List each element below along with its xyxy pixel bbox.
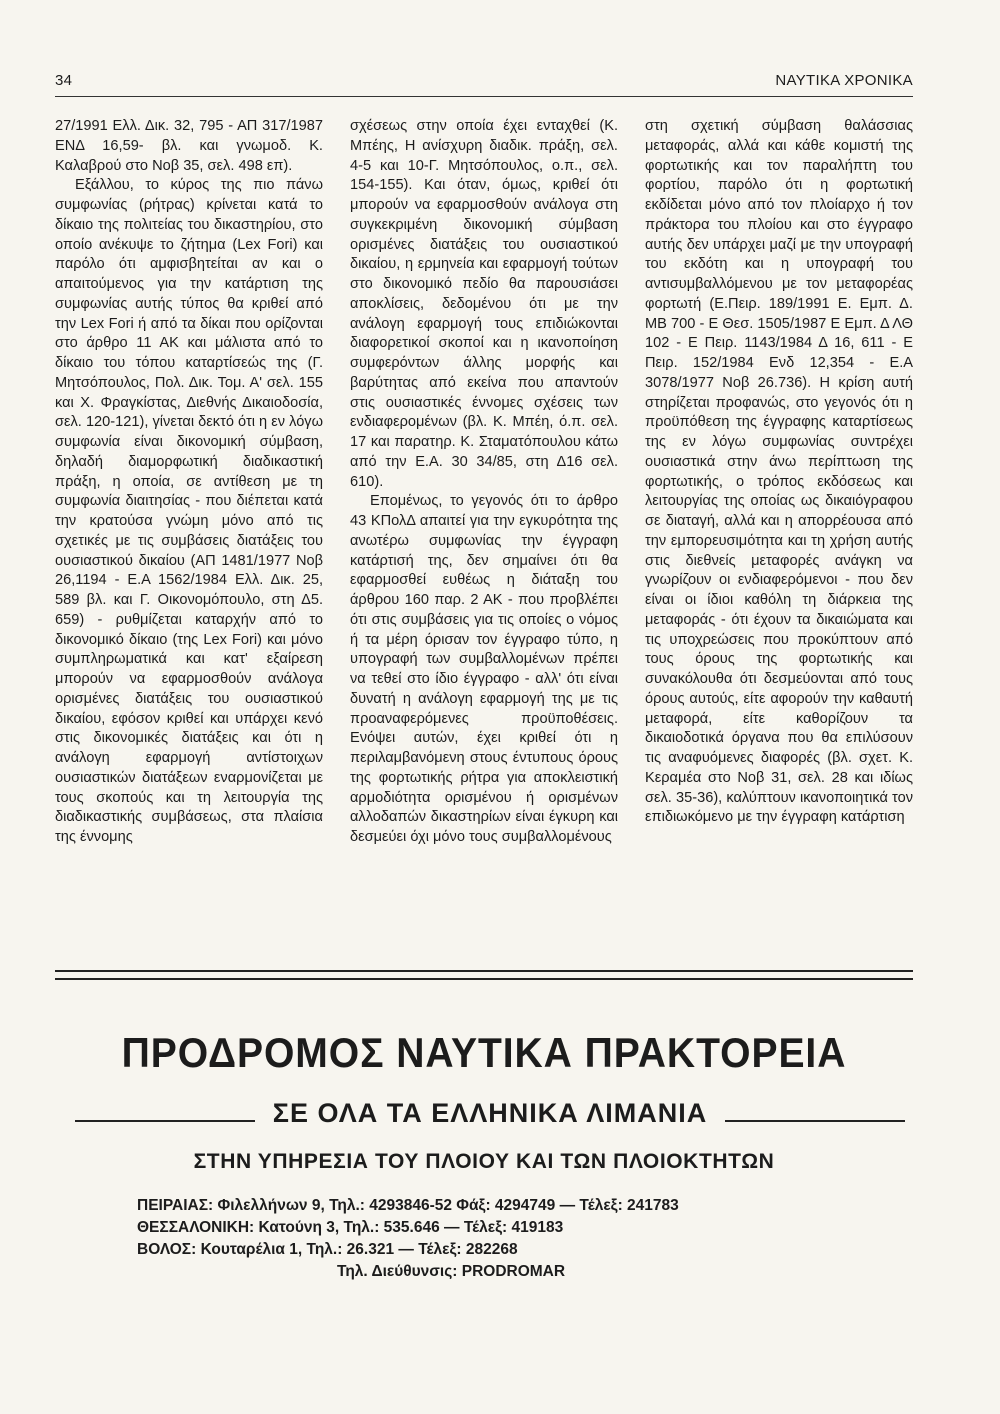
contact-piraeus: ΠΕΙΡΑΙΑΣ: Φιλελλήνων 9, Τηλ.: 4293846-52 Φάξ: 4294749 — Τέλεξ: 241783 xyxy=(137,1197,679,1214)
page-number: 34 xyxy=(55,72,73,89)
ad-subtitle: ΣΕ ΟΛΑ ΤΑ ΕΛΛΗΝΙΚΑ ΛΙΜΑΝΙΑ xyxy=(272,1098,708,1128)
publication-title: ΝΑΥΤΙΚΑ ΧΡΟΝΙΚΑ xyxy=(775,72,913,89)
contact-volos: ΒΟΛΟΣ: Κουταρέλια 1, Τηλ.: 26.321 — Τέλεξ: 282268 xyxy=(137,1241,518,1258)
article-column-3 xyxy=(645,117,913,955)
ad-service-line: ΣΤΗΝ ΥΠΗΡΕΣΙΑ ΤΟΥ ΠΛΟΙΟΥ ΚΑΙ ΤΩΝ ΠΛΟΙΟΚΤΗΤΩΝ xyxy=(193,1150,775,1173)
paragraph: 27/1991 Ελλ. Δικ. 32, 795 - ΑΠ 317/1987 ΕΝΔ 16,59- βλ. και γνωμοδ. Κ. Καλαβρού στο Νοβ 35, σελ. 498 επ). xyxy=(55,118,323,174)
page-header xyxy=(55,72,913,89)
cable-address: Τηλ. Διεύθυνσις: PRODROMAR xyxy=(337,1263,566,1280)
header-rule xyxy=(55,96,913,97)
article-body xyxy=(55,117,913,955)
paragraph: Εξάλλου, το κύρος της πιο πάνω συμφωνίας (ρήτρας) κρίνεται κατά το δίκαιο της πολιτείας του δικαστηρίου, στο οποίο ανέκυψε το ζήτημα (Lex Fori) και παρόλο ότι αμφισβητείται αν και ο απαιτούμενος για την κατάρτιση της συμφωνίας αυτής τύπος θα κριθεί από την Lex Fori ή από τα δίκαι που ορίζονται στο άρθρο 11 ΑΚ και μάλιστα από το δίκαιο του τόπου καταρτίσεώς της (Γ. Μητσόπουλος, Πολ. Δικ. Τομ. Α' σελ. 155 και Χ. Φραγκίστας, Διεθνής Δικαιοδοσία, σελ. 120-121), γίνεται δεκτό ότι η εν λόγω συμφωνία είναι δικονομική σύμβαση, δηλαδή διαμορφωτική διαδικαστική πράξη, η οποία, σε αντίθεση με τη συμφωνία διαιτησίας - που διέπεται κατά την κρατούσα γνώμη μόνο από τις σχετικές με τις συμβάσεις διατάξεις του ουσιαστικού δικαίου (ΑΠ 1481/1977 Νοβ 26,1194 - Ε.Α 1562/1984 Ελλ. Δικ. 25, 589 βλ. και Γ. Οικονομόπουλο, στη Δ5. 659) - ρυθμίζεται καταρχήν από το δικονομικό δίκαιο (της Lex Fori) και μόνο συμπληρωματικά και κατ' εξαίρεση μπορούν να εφαρμοσθούν ανάλογα ορισμένες διατάξεις του ουσιαστικού δικαίου, εφόσον κριθεί και υπάρχει κενό στις δικονομικές διατάξεις και ότι η ανάλογη εφαρμογή αντίστοιχων ουσιαστικών διατάξεων εναρμονίζεται με τους σκοπούς και τη λειτουργία της διαδικαστικής συμβάσεως, στα πλαίσια της έννομης xyxy=(55,177,323,845)
subtitle-rule-right xyxy=(725,1120,905,1122)
paragraph: σχέσεως στην οποία έχει ενταχθεί (Κ. Μπέης, Η ανίσχυρη διαδικ. πράξη, σελ. 4-5 και 10-Γ. Μητσόπουλος, ο.π., σελ. 154-155). Και όταν, όμως, κριθεί ότι μπορούν να εφαρμοσθούν ανάλογα στη συγκεκριμένη δικονομική σύμβαση ορισμένες διατάξεις του ουσιαστικού δικαίου, η ερμηνεία και εφαρμογή τούτων στο δικονομικό πεδίο θα παρουσιάσει αποκλίσεις, δεδομένου ότι με την ανάλογη εφαρμογή τους επιδιώκονται διαφορετικοί σκοποί και η ικανοποίηση συμφερόντων άλλης μορφής και βαρύτητας από εκείνα που απαντούν στις ουσιαστικές έννομες σχέσεις των ενδιαφερομένων (βλ. Κ. Μπέη, ό.π. σελ. 17 και παρατηρ. Κ. Σταματόπουλου κάτω από την Ε.Α. 30 34/85, στη Δ16 σελ. 610). xyxy=(350,118,618,490)
contact-thessaloniki: ΘΕΣΣΑΛΟΝΙΚΗ: Κατούνη 3, Τηλ.: 535.646 — Τέλεξ: 419183 xyxy=(137,1219,564,1236)
subtitle-rule-left xyxy=(75,1120,255,1122)
ad-top-rule xyxy=(55,970,913,980)
ad-subtitle-row xyxy=(75,1098,905,1129)
paragraph: Επομένως, το γεγονός ότι το άρθρο 43 ΚΠολΔ απαιτεί για την εγκυρότητα της ανωτέρω συμφωνίας την έγγραφη κατάρτισή της, δεν σημαίνει ότι θα εφαρμοσθεί ευθέως η διάταξη του άρθρου 160 παρ. 2 ΑΚ - που προβλέπει ότι στις συμβάσεις για τις οποίες ο νόμος ή τα μέρη όρισαν τον έγγραφο τύπο, η υπογραφή των συμβαλλομένων πρέπει να τεθεί στο ίδιο έγγραφο - αλλ' ότι είναι δυνατή η ανάλογη εφαρμογή της με τις προαναφερόμενες προϋποθέσεις. Ενόψει αυτών, έχει κριθεί ότι η περιλαμβανόμενη στους έντυπους όρους της φορτωτικής ρήτρα για αποκλειστική αρμοδιότητα ορισμένου ή ορισμένων αλλοδαπών δικαστηρίων είναι έγκυρη και δεσμεύει όχι μόνο τους συμβαλλομένους xyxy=(350,493,618,845)
paragraph: στη σχετική σύμβαση θαλάσσιας μεταφοράς, αλλά και κάθε κομιστή της φορτωτικής και τον παραλήπτη του φορτίου, παρόλο ότι η φορτωτική εκδίδεται μόνο από τον πλοίαρχο ή τον πράκτορα του πλοίου και στο έγγραφο αυτής δεν υπάρχει μαζί με την υπογραφή του εκδότη και η υπογραφή του αντισυμβαλλόμενου με τον μεταφορέας φορτωτή (Ε.Πειρ. 189/1991 Ε. Εμπ. Δ. ΜΒ 700 - Ε Θεσ. 1505/1987 Ε Εμπ. Δ ΛΘ 102 - Ε Πειρ. 1143/1984 Δ 16, 611 - Ε Πειρ. 152/1984 Ενδ 12,354 - Ε.Α 3078/1977 Νοβ 26.736). Η κρίση αυτή στηρίζεται προφανώς, στο γεγονός ότι η προϋπόθεση της έγγραφης καταρτίσεως της εν λόγω συμφωνίας συντρέχει ουσιαστικά στην άνω περίπτωση της φορτωτικής, ο τρόπος εκδόσεως και λειτουργίας της οποίας ως δικαιόγραφου σε διαταγή, αλλά και η απορρέουσα από την εμπορευσιμότητα και τη χρήση αυτής στις διεθνείς μεταφορές ανάγκη να γνωρίζουν οι ενδιαφερόμενοι - που δεν είναι οι ίδιοι καθόλη τη διάρκεια της μεταφοράς - ότι έχουν τα δικαιώματα και τις υποχρεώσεις που προκύπτουν από τους όρους της φορτωτικής και συνακόλουθα ότι δεσμεύονται από τους όρους αυτούς, είτε αφορούν την καθαυτή μεταφορά, είτε καθορίζουν τα δικαιοδοτικά όργανα που θα επιλύσουν τις αναφυόμενες διαφορές (βλ. σχετ. Κ. Κεραμέα στο Νοβ 31, σελ. 28 και ιδίως σελ. 35-36), καλύπτουν ικανοποιητικά τον επιδιωκόμενο με την έγγραφη κατάρτιση xyxy=(645,118,913,826)
ad-contacts xyxy=(137,1195,897,1283)
article-column-1 xyxy=(55,117,323,955)
article-column-2 xyxy=(350,117,618,955)
ad-title: ΠΡΟΔΡΟΜΟΣ ΝΑΥΤΙΚΑ ΠΡΑΚΤΟΡΕΙΑ xyxy=(121,1029,847,1076)
